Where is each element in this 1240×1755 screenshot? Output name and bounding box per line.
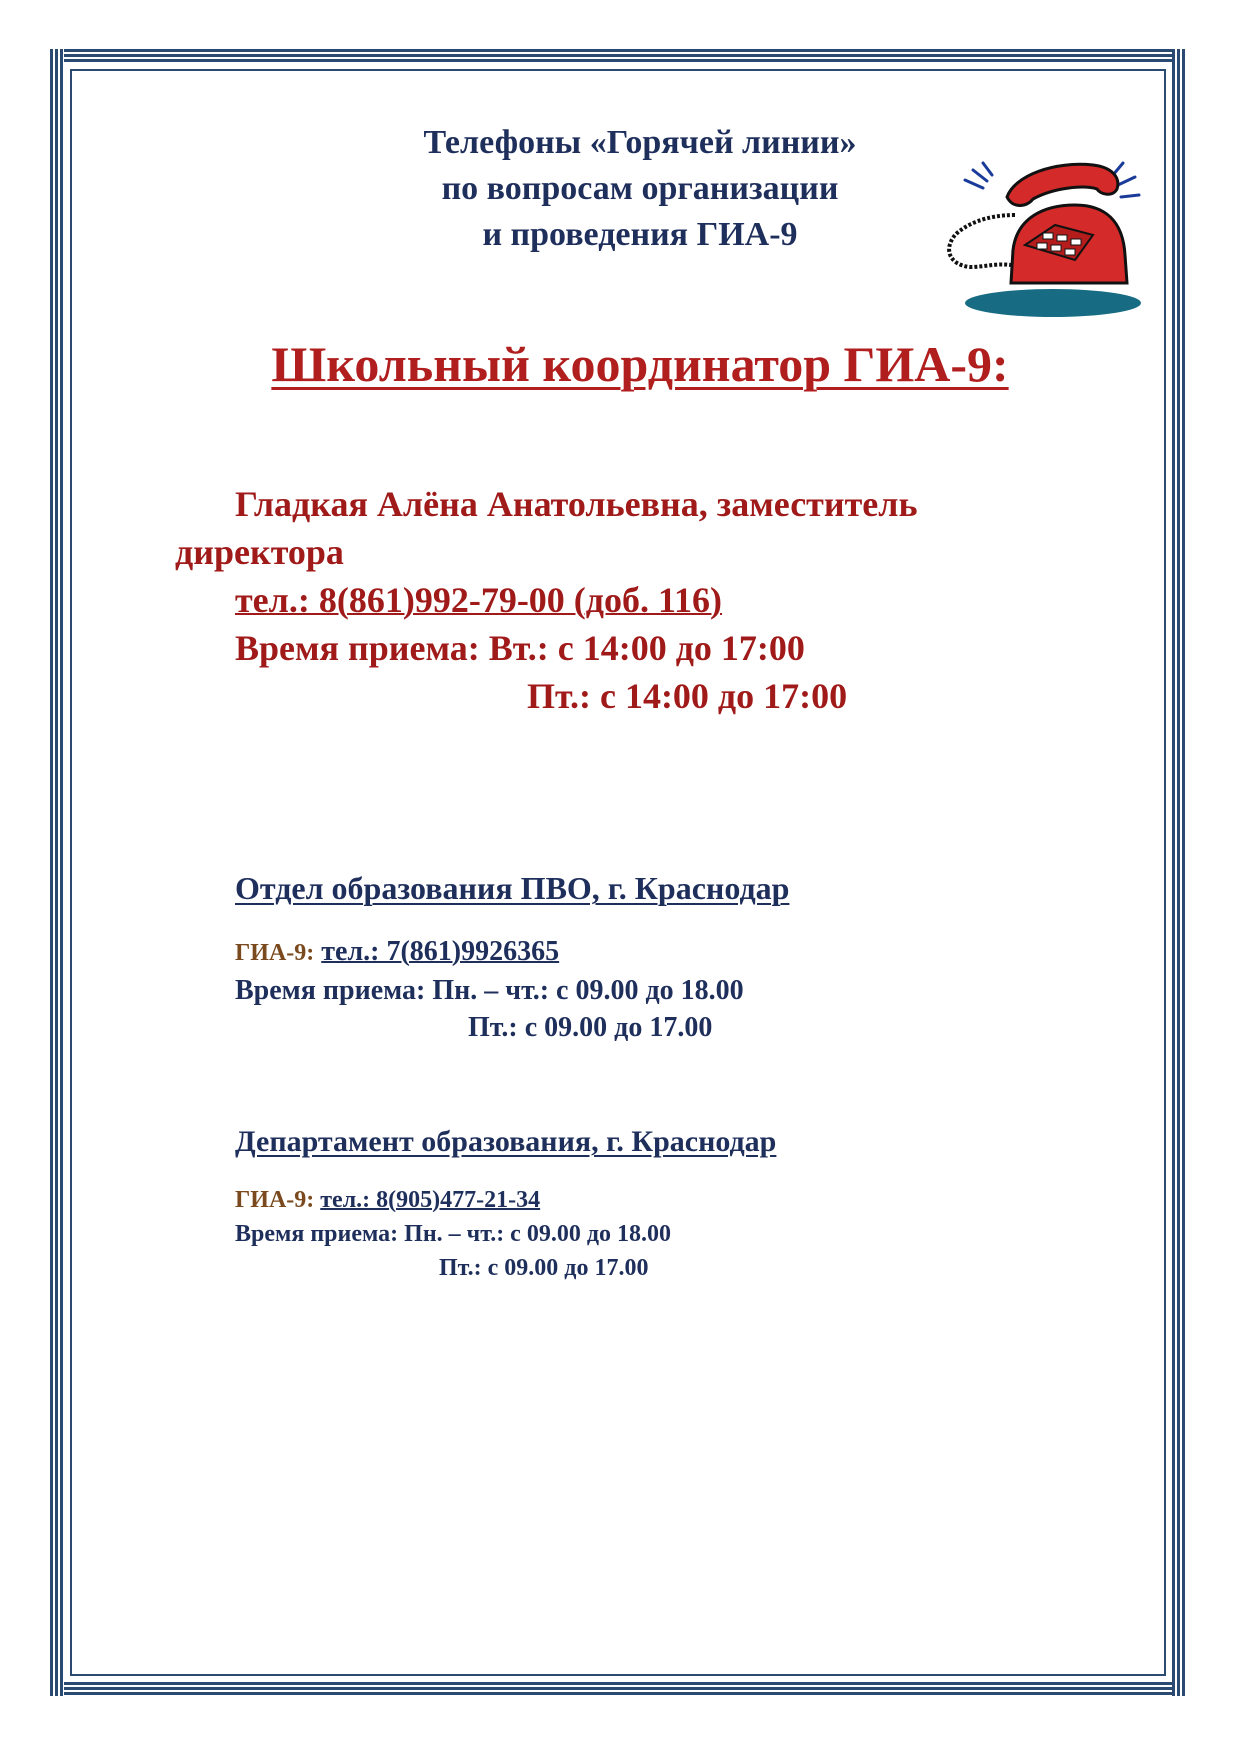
coordinator-title: Школьный координатор ГИА-9:: [271, 336, 1009, 392]
department-hours-line-1: Время приема: Пн. – чт.: с 09.00 до 18.00: [235, 975, 744, 1006]
department-krasnodar: [235, 1125, 776, 1285]
department-phone-link[interactable]: тел.: 7(861)9926365: [321, 936, 560, 967]
coordinator-name-line-1: Гладкая Алёна Анатольевна, заместитель: [235, 484, 918, 524]
page-border-left: [50, 49, 64, 1696]
department-hours-line-2: Пт.: с 09.00 до 17.00: [439, 1255, 649, 1281]
coordinator-block: [175, 480, 1075, 720]
department-title[interactable]: Департамент образования, г. Краснодар: [235, 1125, 777, 1158]
hotline-header: [320, 120, 960, 258]
department-hours-line-2: Пт.: с 09.00 до 17.00: [468, 1012, 713, 1043]
header-line-3: и проведения ГИА-9: [482, 216, 798, 253]
department-phone-link[interactable]: тел.: 8(905)477-21-34: [320, 1187, 541, 1213]
coordinator-name-line-2: директора: [175, 532, 344, 572]
red-telephone-icon: [925, 155, 1145, 320]
page-border-bottom: [50, 1682, 1186, 1696]
gia-label: ГИА-9:: [235, 940, 315, 966]
page-border-top: [50, 49, 1186, 63]
department-pvo: [235, 870, 789, 1046]
department-title[interactable]: Отдел образования ПВО, г. Краснодар: [235, 870, 790, 906]
coordinator-phone-link[interactable]: тел.: 8(861)992-79-00 (доб. 116): [235, 580, 723, 620]
gia-label: ГИА-9:: [235, 1187, 315, 1213]
header-line-2: по вопросам организации: [441, 170, 839, 207]
header-line-1: Телефоны «Горячей линии»: [423, 124, 857, 161]
coordinator-hours-line-2: Пт.: с 14:00 до 17:00: [527, 676, 848, 716]
coordinator-hours-line-1: Время приема: Вт.: с 14:00 до 17:00: [235, 628, 805, 668]
page-border-right: [1172, 49, 1186, 1696]
department-hours-line-1: Время приема: Пн. – чт.: с 09.00 до 18.00: [235, 1221, 671, 1247]
